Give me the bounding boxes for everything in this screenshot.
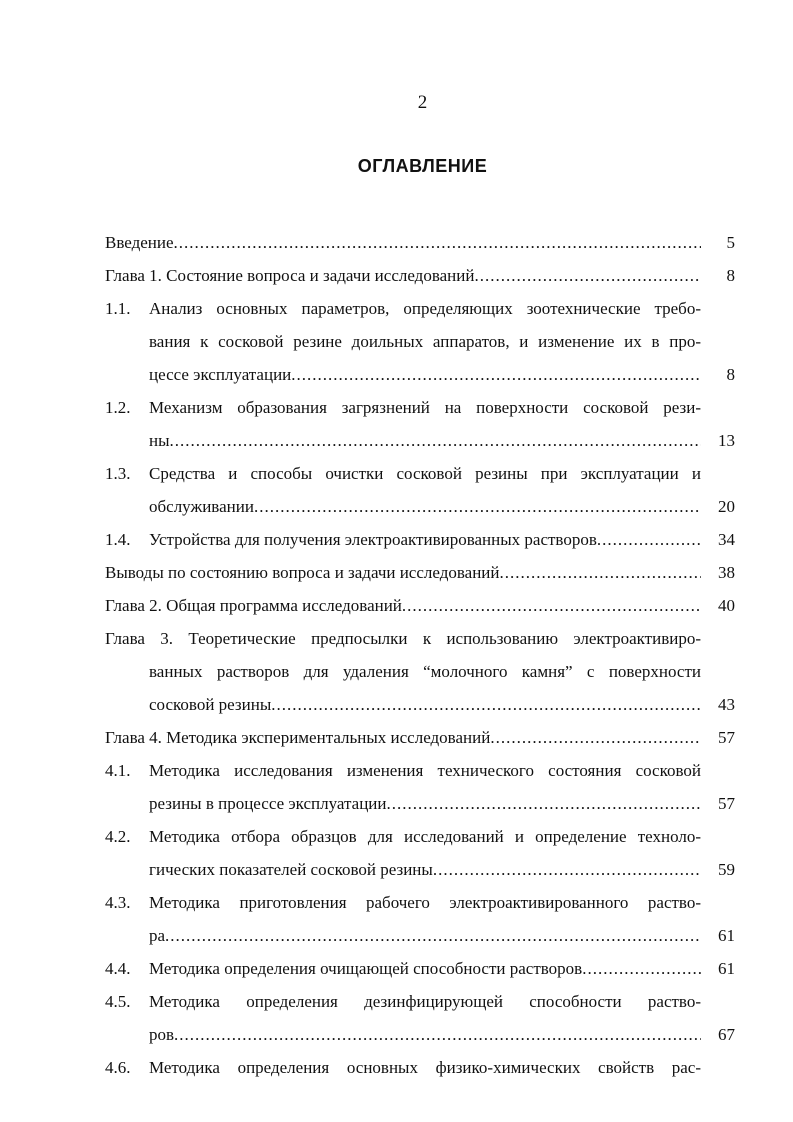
toc-entry-text: гических показателей сосковой резины bbox=[149, 860, 433, 879]
toc-entry-line bbox=[105, 919, 735, 952]
toc-entry-number: 4.2. bbox=[105, 827, 131, 846]
dot-leader bbox=[474, 259, 701, 292]
toc-entry-text: сосковой резины bbox=[149, 695, 272, 714]
toc-entry-number: 4.5. bbox=[105, 992, 131, 1011]
toc-entry-line bbox=[105, 688, 735, 721]
toc-entry-line bbox=[105, 886, 735, 919]
toc-entry-text: ны bbox=[149, 431, 170, 450]
toc-entry-page: 34 bbox=[718, 530, 735, 549]
toc-entry-page: 5 bbox=[726, 233, 735, 252]
toc-entry-page: 8 bbox=[726, 266, 735, 285]
toc-entry-line bbox=[105, 292, 735, 325]
toc-entry-text: Выводы по состоянию вопроса и задачи исследований bbox=[105, 563, 500, 582]
dot-leader bbox=[291, 358, 701, 391]
toc-entry-text: Анализ основных параметров, определяющих зоотехнические требо- bbox=[149, 299, 701, 318]
toc-entry-line bbox=[105, 325, 735, 358]
dot-leader bbox=[174, 226, 701, 259]
toc-entry-page: 38 bbox=[718, 563, 735, 582]
dot-leader bbox=[254, 490, 701, 523]
dot-leader bbox=[500, 556, 702, 589]
dot-leader bbox=[165, 919, 701, 952]
toc-entry-text: Глава 1. Состояние вопроса и задачи исследований bbox=[105, 266, 475, 285]
toc-entry-line bbox=[105, 787, 735, 820]
toc-entry-line bbox=[105, 358, 735, 391]
toc-entry-page: 61 bbox=[718, 959, 735, 978]
toc-entry-text: вания к сосковой резине доильных аппаратов, и изменение их в про- bbox=[149, 332, 701, 351]
dot-leader bbox=[402, 589, 701, 622]
toc-entry-number: 1.4. bbox=[105, 530, 131, 549]
toc-entry-page: 40 bbox=[718, 596, 735, 615]
page-number: 2 bbox=[417, 92, 428, 113]
toc-entry-line bbox=[105, 721, 735, 754]
toc-entry-text: ра bbox=[149, 926, 166, 945]
toc-entry-line bbox=[105, 259, 735, 292]
toc-entry-text: резины в процессе эксплуатации bbox=[149, 794, 387, 813]
dot-leader bbox=[490, 721, 701, 754]
toc-entry-number: 1.3. bbox=[105, 464, 131, 483]
toc-title: ОГЛАВЛЕНИЕ bbox=[357, 156, 488, 176]
toc-entry-line bbox=[105, 556, 735, 589]
toc-entry-line bbox=[105, 985, 735, 1018]
toc-entry-line bbox=[105, 952, 735, 985]
toc-entry-page: 61 bbox=[718, 926, 735, 945]
dot-leader bbox=[433, 853, 701, 886]
toc-entry-page: 13 bbox=[718, 431, 735, 450]
toc-entry-text: Методика определения очищающей способности растворов bbox=[149, 959, 583, 978]
toc-entry-line bbox=[105, 457, 735, 490]
toc-entry-text: Механизм образования загрязнений на поверхности сосковой рези- bbox=[149, 398, 701, 417]
toc-entry-number: 4.6. bbox=[105, 1058, 131, 1077]
toc-entry-text: Методика приготовления рабочего электроактивированного раство- bbox=[149, 893, 701, 912]
dot-leader bbox=[387, 787, 702, 820]
toc-entry-page: 67 bbox=[718, 1025, 735, 1044]
toc-entry-number: 4.3. bbox=[105, 893, 131, 912]
dot-leader bbox=[271, 688, 701, 721]
toc-entry-text: Глава 2. Общая программа исследований bbox=[105, 596, 402, 615]
toc-entry-line bbox=[105, 226, 735, 259]
toc-entry-line bbox=[105, 622, 735, 655]
toc-entry-text: Введение bbox=[105, 233, 174, 252]
toc-entry-text: Средства и способы очистки сосковой резины при эксплуатации и bbox=[149, 464, 701, 483]
toc-entry-number: 4.4. bbox=[105, 959, 131, 978]
toc-entry-number: 1.2. bbox=[105, 398, 131, 417]
dot-leader bbox=[170, 424, 701, 457]
toc-entry-text: цессе эксплуатации bbox=[149, 365, 292, 384]
toc-entry-text: Методика отбора образцов для исследований и определение техноло- bbox=[149, 827, 701, 846]
toc-entry-page: 57 bbox=[718, 728, 735, 747]
toc-entry-page: 57 bbox=[718, 794, 735, 813]
toc-entry-line bbox=[105, 754, 735, 787]
toc-entry-text: Глава 4. Методика экспериментальных исследований bbox=[105, 728, 491, 747]
dot-leader bbox=[174, 1018, 701, 1051]
toc-entry-page: 59 bbox=[718, 860, 735, 879]
toc-entry-line bbox=[105, 391, 735, 424]
toc-entry-text: Методика определения основных физико-химических свойств рас- bbox=[149, 1058, 701, 1077]
toc-entry-text: ров bbox=[149, 1025, 175, 1044]
toc-entry-number: 1.1. bbox=[105, 299, 131, 318]
toc-entry-text: Методика определения дезинфицирующей способности раство- bbox=[149, 992, 701, 1011]
toc-entry-page: 43 bbox=[718, 695, 735, 714]
toc-entry-page: 8 bbox=[726, 365, 735, 384]
toc-entry-line bbox=[105, 523, 735, 556]
toc-entry-line bbox=[105, 820, 735, 853]
toc-entry-text: Глава 3. Теоретические предпосылки к использованию электроактивиро- bbox=[105, 629, 701, 648]
toc-entry-text: Устройства для получения электроактивированных растворов bbox=[149, 530, 597, 549]
toc-entry-line bbox=[105, 490, 735, 523]
toc-entry-line bbox=[105, 424, 735, 457]
toc-entry-text: ванных растворов для удаления “молочного камня” с поверхности bbox=[149, 662, 701, 681]
toc-entry-line bbox=[105, 589, 735, 622]
toc-entry-line bbox=[105, 1051, 735, 1084]
toc-entry-text: Методика исследования изменения технического состояния сосковой bbox=[149, 761, 701, 780]
toc-entry-line bbox=[105, 853, 735, 886]
toc-entry-line bbox=[105, 655, 735, 688]
toc-entry-text: обслуживании bbox=[149, 497, 254, 516]
toc-entry-line bbox=[105, 1018, 735, 1051]
table-of-contents bbox=[105, 226, 735, 1084]
dot-leader bbox=[582, 952, 701, 985]
dot-leader bbox=[597, 523, 701, 556]
toc-entry-number: 4.1. bbox=[105, 761, 131, 780]
toc-entry-page: 20 bbox=[718, 497, 735, 516]
